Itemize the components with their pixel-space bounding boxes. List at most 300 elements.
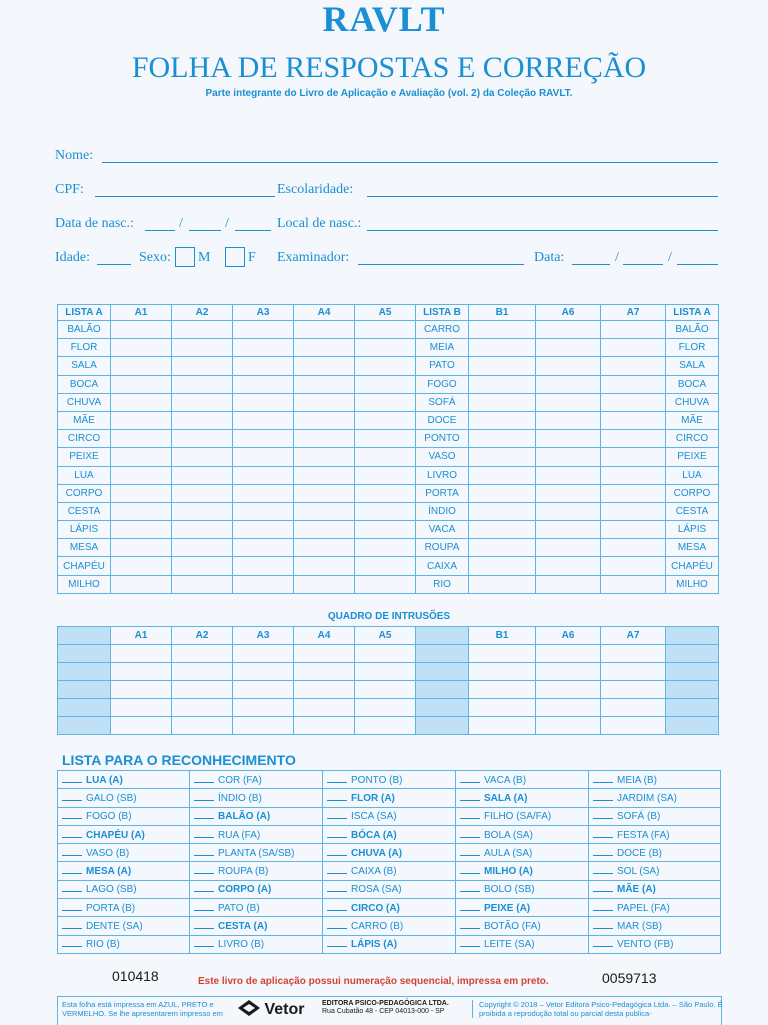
recognition-blank[interactable] [62, 883, 82, 892]
intrusion-cell[interactable] [355, 717, 416, 735]
recognition-blank[interactable] [194, 938, 214, 947]
answer-cell[interactable] [536, 393, 601, 411]
answer-cell[interactable] [233, 448, 294, 466]
answer-cell[interactable] [601, 321, 666, 339]
examinador-field[interactable] [358, 264, 524, 265]
answer-cell[interactable] [601, 448, 666, 466]
answer-cell[interactable] [111, 575, 172, 593]
intrusion-cell[interactable] [233, 663, 294, 681]
recognition-item[interactable] [190, 771, 323, 789]
recognition-item[interactable] [589, 771, 721, 789]
recognition-blank[interactable] [460, 938, 480, 947]
recognition-blank[interactable] [593, 847, 613, 856]
intrusion-cell[interactable] [469, 681, 536, 699]
recognition-item[interactable] [58, 771, 190, 789]
intrusion-cell[interactable] [111, 681, 172, 699]
recognition-blank[interactable] [460, 920, 480, 929]
recognition-item[interactable] [58, 789, 190, 807]
intrusion-cell[interactable] [536, 717, 601, 735]
answer-cell[interactable] [111, 411, 172, 429]
answer-cell[interactable] [469, 430, 536, 448]
recognition-item[interactable] [456, 771, 589, 789]
answer-cell[interactable] [172, 484, 233, 502]
cpf-field[interactable] [95, 196, 275, 197]
intrusion-cell[interactable] [233, 645, 294, 663]
recognition-blank[interactable] [460, 865, 480, 874]
answer-cell[interactable] [469, 575, 536, 593]
recognition-blank[interactable] [62, 810, 82, 819]
recognition-blank[interactable] [62, 847, 82, 856]
recognition-blank[interactable] [460, 847, 480, 856]
intrusion-cell[interactable] [536, 663, 601, 681]
intrusion-cell[interactable] [601, 645, 666, 663]
answer-cell[interactable] [601, 484, 666, 502]
recognition-blank[interactable] [593, 810, 613, 819]
answer-cell[interactable] [294, 466, 355, 484]
intrusion-cell[interactable] [111, 717, 172, 735]
recognition-item[interactable] [190, 789, 323, 807]
recognition-word: PAPEL (FA) [617, 902, 670, 914]
intrusion-cell[interactable] [233, 681, 294, 699]
intrusion-cell[interactable] [172, 717, 233, 735]
data-nasc-day[interactable] [145, 230, 175, 231]
intrusion-cell[interactable] [172, 663, 233, 681]
recognition-item[interactable] [456, 789, 589, 807]
recognition-item[interactable] [323, 899, 456, 917]
answer-cell[interactable] [294, 375, 355, 393]
recognition-item[interactable] [190, 825, 323, 843]
answer-cell[interactable] [172, 393, 233, 411]
intrusion-cell[interactable] [172, 645, 233, 663]
answer-cell[interactable] [172, 502, 233, 520]
answer-cell[interactable] [536, 521, 601, 539]
publisher-address: Rua Cubatão 48 - CEP 04013-000 - SP [322, 1008, 445, 1015]
date-separator: / [179, 216, 183, 231]
recognition-blank[interactable] [194, 865, 214, 874]
answer-cell[interactable] [233, 393, 294, 411]
answer-cell[interactable] [536, 321, 601, 339]
grid-row [58, 357, 719, 375]
recognition-item[interactable] [323, 862, 456, 880]
answer-cell[interactable] [172, 521, 233, 539]
answer-cell[interactable] [601, 539, 666, 557]
answer-cell[interactable] [294, 448, 355, 466]
recognition-blank[interactable] [62, 938, 82, 947]
recognition-blank[interactable] [460, 774, 480, 783]
answer-cell[interactable] [601, 521, 666, 539]
recognition-item[interactable] [456, 880, 589, 898]
intrusion-cell[interactable] [355, 663, 416, 681]
answer-cell[interactable] [294, 393, 355, 411]
answer-cell[interactable] [294, 575, 355, 593]
vetor-logo-icon [238, 1000, 260, 1016]
recognition-item[interactable] [58, 880, 190, 898]
answer-cell[interactable] [355, 321, 416, 339]
answer-cell[interactable] [469, 339, 536, 357]
answer-cell[interactable] [355, 375, 416, 393]
recognition-word: FOGO (B) [86, 811, 132, 823]
answer-cell[interactable] [536, 557, 601, 575]
answer-cell[interactable] [601, 393, 666, 411]
answer-cell[interactable] [536, 466, 601, 484]
recognition-blank[interactable] [194, 774, 214, 783]
recognition-blank[interactable] [62, 865, 82, 874]
recognition-row [58, 935, 721, 953]
recognition-row [58, 789, 721, 807]
answer-cell[interactable] [355, 521, 416, 539]
recognition-item[interactable] [190, 807, 323, 825]
answer-cell[interactable] [469, 502, 536, 520]
answer-cell[interactable] [111, 375, 172, 393]
answer-cell[interactable] [355, 484, 416, 502]
intrusion-row [58, 717, 719, 735]
intrusion-shaded-cell [58, 717, 111, 735]
recognition-blank[interactable] [62, 902, 82, 911]
recognition-blank[interactable] [327, 810, 347, 819]
recognition-item[interactable] [323, 844, 456, 862]
data-nasc-month[interactable] [189, 230, 221, 231]
recognition-blank[interactable] [327, 829, 347, 838]
recognition-word: LEITE (SA) [484, 939, 535, 951]
answer-cell[interactable] [172, 575, 233, 593]
recognition-blank[interactable] [194, 920, 214, 929]
grid-row [58, 321, 719, 339]
recognition-blank[interactable] [194, 810, 214, 819]
recognition-blank[interactable] [327, 902, 347, 911]
answer-cell[interactable] [111, 539, 172, 557]
intrusion-cell[interactable] [469, 699, 536, 717]
recognition-item[interactable] [58, 917, 190, 935]
answer-cell[interactable] [233, 521, 294, 539]
recognition-item[interactable] [190, 935, 323, 953]
lista-a-word: CHUVA [58, 393, 111, 411]
recognition-blank[interactable] [62, 920, 82, 929]
recognition-blank[interactable] [593, 883, 613, 892]
answer-cell[interactable] [172, 539, 233, 557]
answer-cell[interactable] [469, 321, 536, 339]
answer-cell[interactable] [111, 502, 172, 520]
data-nasc-year[interactable] [235, 230, 271, 231]
recognition-blank[interactable] [593, 902, 613, 911]
recognition-blank[interactable] [327, 792, 347, 801]
answer-cell[interactable] [172, 321, 233, 339]
recognition-item[interactable] [323, 917, 456, 935]
answer-cell[interactable] [601, 339, 666, 357]
answer-cell[interactable] [469, 557, 536, 575]
intrusion-cell[interactable] [601, 699, 666, 717]
answer-cell[interactable] [355, 575, 416, 593]
recognition-word: PONTO (B) [351, 774, 403, 786]
recognition-blank[interactable] [62, 792, 82, 801]
answer-cell[interactable] [111, 430, 172, 448]
intrusion-cell[interactable] [294, 663, 355, 681]
recognition-item[interactable] [456, 807, 589, 825]
answer-cell[interactable] [536, 430, 601, 448]
answer-cell[interactable] [294, 321, 355, 339]
recognition-blank[interactable] [327, 774, 347, 783]
recognition-item[interactable] [589, 880, 721, 898]
answer-cell[interactable] [172, 430, 233, 448]
intrusion-cell[interactable] [601, 663, 666, 681]
intrusion-cell[interactable] [111, 663, 172, 681]
answer-cell[interactable] [172, 466, 233, 484]
sexo-f-checkbox[interactable] [225, 247, 245, 267]
answer-cell[interactable] [601, 557, 666, 575]
recognition-item[interactable] [456, 899, 589, 917]
data-month[interactable] [623, 264, 663, 265]
answer-cell[interactable] [355, 411, 416, 429]
answer-cell[interactable] [601, 502, 666, 520]
recognition-blank[interactable] [593, 865, 613, 874]
answer-cell[interactable] [172, 357, 233, 375]
intrusion-cell[interactable] [355, 681, 416, 699]
recognition-item[interactable] [589, 862, 721, 880]
recognition-item[interactable] [323, 825, 456, 843]
answer-cell[interactable] [469, 375, 536, 393]
recognition-blank[interactable] [194, 902, 214, 911]
data-day[interactable] [572, 264, 610, 265]
intrusion-cell[interactable] [469, 663, 536, 681]
recognition-item[interactable] [58, 844, 190, 862]
escolaridade-label: Escolaridade: [277, 182, 354, 197]
answer-cell[interactable] [294, 557, 355, 575]
recognition-item[interactable] [589, 807, 721, 825]
answer-cell[interactable] [233, 430, 294, 448]
recognition-blank[interactable] [327, 938, 347, 947]
recognition-item[interactable] [190, 917, 323, 935]
answer-cell[interactable] [536, 575, 601, 593]
intrusion-cell[interactable] [233, 699, 294, 717]
recognition-item[interactable] [589, 844, 721, 862]
answer-cell[interactable] [111, 466, 172, 484]
sexo-m-checkbox[interactable] [175, 247, 195, 267]
intrusion-cell[interactable] [172, 681, 233, 699]
intrusion-cell[interactable] [536, 645, 601, 663]
recognition-blank[interactable] [460, 792, 480, 801]
idade-label: Idade: [55, 250, 90, 265]
answer-cell[interactable] [536, 539, 601, 557]
answer-cell[interactable] [601, 430, 666, 448]
answer-cell[interactable] [536, 339, 601, 357]
answer-cell[interactable] [469, 393, 536, 411]
recognition-item[interactable] [323, 807, 456, 825]
recognition-blank[interactable] [62, 774, 82, 783]
intrusion-cell[interactable] [536, 699, 601, 717]
lista-a-word: MÃE [666, 411, 719, 429]
recognition-blank[interactable] [460, 810, 480, 819]
answer-cell[interactable] [355, 502, 416, 520]
answer-cell[interactable] [469, 466, 536, 484]
answer-cell[interactable] [111, 557, 172, 575]
recognition-item[interactable] [589, 825, 721, 843]
intrusion-cell[interactable] [469, 717, 536, 735]
lista-a-word: MESA [58, 539, 111, 557]
intrusion-cell[interactable] [172, 699, 233, 717]
answer-cell[interactable] [294, 357, 355, 375]
answer-cell[interactable] [469, 539, 536, 557]
recognition-item[interactable] [323, 789, 456, 807]
recognition-row [58, 899, 721, 917]
answer-cell[interactable] [469, 357, 536, 375]
recognition-item[interactable] [190, 862, 323, 880]
intrusion-cell[interactable] [294, 699, 355, 717]
answer-cell[interactable] [111, 393, 172, 411]
answer-cell[interactable] [536, 502, 601, 520]
answer-cell[interactable] [233, 357, 294, 375]
answer-cell[interactable] [601, 411, 666, 429]
intrusion-cell[interactable] [294, 645, 355, 663]
answer-cell[interactable] [536, 448, 601, 466]
lista-a-word: MILHO [58, 575, 111, 593]
recognition-item[interactable] [323, 935, 456, 953]
recognition-item[interactable] [456, 844, 589, 862]
answer-cell[interactable] [536, 357, 601, 375]
recognition-blank[interactable] [593, 792, 613, 801]
recognition-word: FESTA (FA) [617, 829, 670, 841]
recognition-item[interactable] [589, 899, 721, 917]
answer-cell[interactable] [294, 539, 355, 557]
answer-cell[interactable] [355, 466, 416, 484]
recognition-item[interactable] [190, 844, 323, 862]
answer-cell[interactable] [172, 448, 233, 466]
answer-cell[interactable] [536, 484, 601, 502]
recognition-item[interactable] [589, 789, 721, 807]
answer-cell[interactable] [469, 411, 536, 429]
answer-cell[interactable] [111, 339, 172, 357]
intrusion-cell[interactable] [355, 699, 416, 717]
recognition-blank[interactable] [593, 829, 613, 838]
answer-cell[interactable] [355, 357, 416, 375]
answer-cell[interactable] [233, 375, 294, 393]
answer-cell[interactable] [294, 521, 355, 539]
answer-cell[interactable] [233, 502, 294, 520]
recognition-item[interactable] [589, 917, 721, 935]
recognition-item[interactable] [323, 880, 456, 898]
intrusion-cell[interactable] [355, 645, 416, 663]
answer-cell[interactable] [172, 375, 233, 393]
recognition-item[interactable] [456, 935, 589, 953]
answer-cell[interactable] [111, 484, 172, 502]
answer-cell[interactable] [355, 557, 416, 575]
answer-cell[interactable] [469, 484, 536, 502]
recognition-item[interactable] [323, 771, 456, 789]
recognition-item[interactable] [58, 935, 190, 953]
answer-cell[interactable] [233, 466, 294, 484]
answer-cell[interactable] [233, 484, 294, 502]
answer-cell[interactable] [111, 521, 172, 539]
answer-cell[interactable] [294, 411, 355, 429]
local-nasc-field[interactable] [367, 230, 718, 231]
recognition-blank[interactable] [327, 865, 347, 874]
answer-cell[interactable] [601, 575, 666, 593]
answer-cell[interactable] [355, 430, 416, 448]
recognition-item[interactable] [456, 917, 589, 935]
recognition-item[interactable] [456, 825, 589, 843]
answer-cell[interactable] [536, 375, 601, 393]
recognition-blank[interactable] [327, 883, 347, 892]
recognition-item[interactable] [58, 899, 190, 917]
intrusion-cell[interactable] [601, 717, 666, 735]
recognition-blank[interactable] [194, 829, 214, 838]
recognition-blank[interactable] [194, 883, 214, 892]
escolaridade-field[interactable] [367, 196, 718, 197]
answer-cell[interactable] [172, 411, 233, 429]
answer-cell[interactable] [294, 484, 355, 502]
answer-cell[interactable] [233, 539, 294, 557]
recognition-word: DENTE (SA) [86, 921, 143, 933]
data-year[interactable] [677, 264, 718, 265]
recognition-item[interactable] [456, 862, 589, 880]
answer-cell[interactable] [294, 502, 355, 520]
answer-cell[interactable] [172, 339, 233, 357]
intrusion-cell[interactable] [601, 681, 666, 699]
recognition-blank[interactable] [593, 920, 613, 929]
answer-cell[interactable] [111, 357, 172, 375]
answer-cell[interactable] [601, 375, 666, 393]
recognition-word: BÓCA (A) [351, 829, 397, 841]
answer-cell[interactable] [469, 448, 536, 466]
recognition-item[interactable] [190, 899, 323, 917]
grid-header-0: LISTA A [58, 305, 111, 321]
answer-cell[interactable] [233, 411, 294, 429]
answer-cell[interactable] [172, 557, 233, 575]
recognition-blank[interactable] [460, 902, 480, 911]
answer-cell[interactable] [233, 339, 294, 357]
recognition-item[interactable] [58, 807, 190, 825]
recognition-blank[interactable] [62, 829, 82, 838]
answer-cell[interactable] [536, 411, 601, 429]
recognition-blank[interactable] [460, 883, 480, 892]
recognition-item[interactable] [58, 862, 190, 880]
answer-cell[interactable] [233, 575, 294, 593]
recognition-blank[interactable] [194, 792, 214, 801]
idade-field[interactable] [97, 264, 131, 265]
answer-cell[interactable] [355, 448, 416, 466]
recognition-blank[interactable] [327, 847, 347, 856]
intrusion-cell[interactable] [294, 717, 355, 735]
recognition-blank[interactable] [327, 920, 347, 929]
answer-cell[interactable] [111, 448, 172, 466]
recognition-word: RIO (B) [86, 939, 120, 951]
answer-cell[interactable] [355, 393, 416, 411]
intrusion-cell[interactable] [536, 681, 601, 699]
answer-cell[interactable] [294, 430, 355, 448]
answer-cell[interactable] [601, 466, 666, 484]
answer-cell[interactable] [601, 357, 666, 375]
answer-cell[interactable] [355, 539, 416, 557]
recognition-item[interactable] [589, 935, 721, 953]
recognition-blank[interactable] [593, 938, 613, 947]
answer-cell[interactable] [111, 321, 172, 339]
recognition-blank[interactable] [593, 774, 613, 783]
recognition-item[interactable] [190, 880, 323, 898]
answer-cell[interactable] [469, 521, 536, 539]
answer-cell[interactable] [233, 557, 294, 575]
intrusion-cell[interactable] [111, 645, 172, 663]
intrusion-cell[interactable] [469, 645, 536, 663]
recognition-blank[interactable] [194, 847, 214, 856]
answer-cell[interactable] [355, 339, 416, 357]
intrusion-cell[interactable] [233, 717, 294, 735]
data-nasc-label: Data de nasc.: [55, 216, 134, 231]
intrusion-cell[interactable] [294, 681, 355, 699]
answer-cell[interactable] [294, 339, 355, 357]
answer-cell[interactable] [233, 321, 294, 339]
recognition-item[interactable] [58, 825, 190, 843]
recognition-blank[interactable] [460, 829, 480, 838]
intrusion-cell[interactable] [111, 699, 172, 717]
nome-field[interactable] [102, 162, 718, 163]
